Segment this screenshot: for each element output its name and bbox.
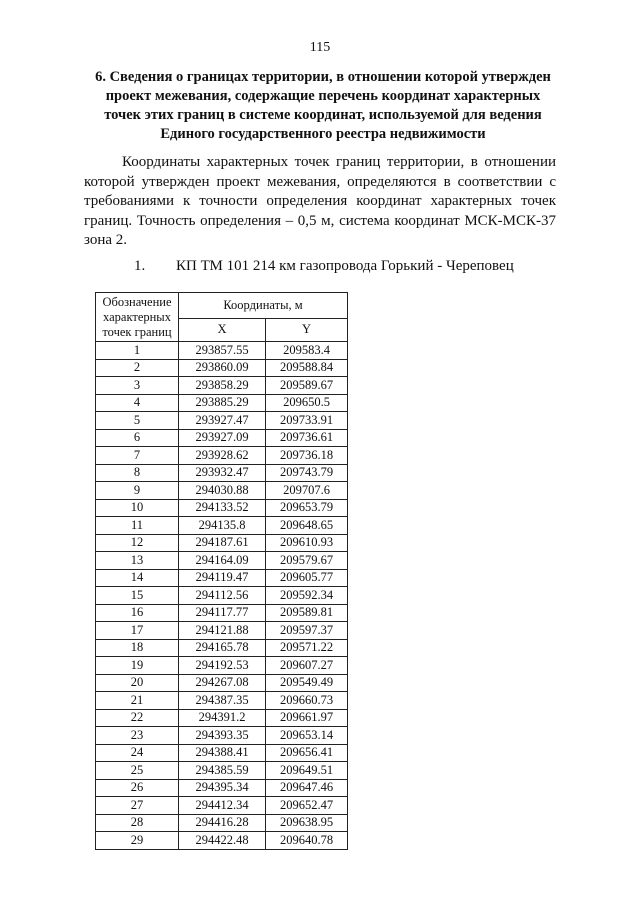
section-title: 6. Сведения о границах территории, в отношении которой утвержден проект межевания, содержащие перечень координат характерных точек этих границ в системе координат, используемой для ведения Единого государственного реестра недвижимости [95,69,551,142]
x-coordinate-cell: 294030.88 [179,482,266,500]
y-coordinate-cell: 209592.34 [266,587,348,605]
x-coordinate-cell: 294112.56 [179,587,266,605]
body-paragraph: Координаты характерных точек границ территории, в отношении которой утвержден проект межевания, определяются в соответствии с требованиями к точности определения координат характерных точек границ. Точность определения – 0,5 м, система координат МСК-МСК-37 зона 2. [84,154,556,248]
y-coordinate-cell: 209656.41 [266,744,348,762]
point-number-cell: 3 [96,377,179,395]
y-coordinate-cell: 209589.81 [266,604,348,622]
x-coordinate-cell: 294135.8 [179,517,266,535]
table-row [96,534,348,552]
table-row [96,569,348,587]
point-number-cell: 26 [96,779,179,797]
x-coordinate-cell: 293928.62 [179,447,266,465]
point-number-cell: 1 [96,342,179,360]
point-number-cell: 22 [96,709,179,727]
table-row [96,517,348,535]
table-row [96,482,348,500]
x-coordinate-cell: 293927.09 [179,429,266,447]
y-coordinate-cell: 209607.27 [266,657,348,675]
y-coordinate-cell: 209736.18 [266,447,348,465]
table-row [96,692,348,710]
table-row [96,412,348,430]
x-coordinate-cell: 294267.08 [179,674,266,692]
y-coordinate-cell: 209605.77 [266,569,348,587]
header-y: Y [266,318,348,341]
table-row [96,762,348,780]
y-coordinate-cell: 209638.95 [266,814,348,832]
point-number-cell: 8 [96,464,179,482]
x-coordinate-cell: 294388.41 [179,744,266,762]
y-coordinate-cell: 209588.84 [266,359,348,377]
point-number-cell: 19 [96,657,179,675]
x-coordinate-cell: 293927.47 [179,412,266,430]
x-coordinate-cell: 294385.59 [179,762,266,780]
header-point-name: Обозначение характерных точек границ [96,293,179,342]
y-coordinate-cell: 209736.61 [266,429,348,447]
point-number-cell: 16 [96,604,179,622]
table-row [96,464,348,482]
x-coordinate-cell: 294393.35 [179,727,266,745]
table-row [96,674,348,692]
point-number-cell: 12 [96,534,179,552]
table-row [96,814,348,832]
table-row [96,657,348,675]
point-number-cell: 24 [96,744,179,762]
x-coordinate-cell: 294117.77 [179,604,266,622]
y-coordinate-cell: 209733.91 [266,412,348,430]
table-row [96,744,348,762]
point-number-cell: 11 [96,517,179,535]
table-row [96,832,348,850]
table-row [96,587,348,605]
x-coordinate-cell: 294395.34 [179,779,266,797]
x-coordinate-cell: 293932.47 [179,464,266,482]
x-coordinate-cell: 294391.2 [179,709,266,727]
point-number-cell: 18 [96,639,179,657]
y-coordinate-cell: 209571.22 [266,639,348,657]
table-row [96,779,348,797]
table-row [96,604,348,622]
x-coordinate-cell: 294121.88 [179,622,266,640]
header-x: X [179,318,266,341]
x-coordinate-cell: 294165.78 [179,639,266,657]
coordinates-table-body [96,342,348,850]
y-coordinate-cell: 209647.46 [266,779,348,797]
x-coordinate-cell: 294422.48 [179,832,266,850]
y-coordinate-cell: 209589.67 [266,377,348,395]
x-coordinate-cell: 294164.09 [179,552,266,570]
y-coordinate-cell: 209661.97 [266,709,348,727]
x-coordinate-cell: 294387.35 [179,692,266,710]
x-coordinate-cell: 294133.52 [179,499,266,517]
point-number-cell: 13 [96,552,179,570]
point-number-cell: 17 [96,622,179,640]
table-row [96,709,348,727]
x-coordinate-cell: 294412.34 [179,797,266,815]
x-coordinate-cell: 294119.47 [179,569,266,587]
point-number-cell: 6 [96,429,179,447]
y-coordinate-cell: 209549.49 [266,674,348,692]
point-number-cell: 29 [96,832,179,850]
x-coordinate-cell: 293858.29 [179,377,266,395]
y-coordinate-cell: 209579.67 [266,552,348,570]
y-coordinate-cell: 209583.4 [266,342,348,360]
y-coordinate-cell: 209660.73 [266,692,348,710]
table-row [96,797,348,815]
x-coordinate-cell: 293857.55 [179,342,266,360]
y-coordinate-cell: 209597.37 [266,622,348,640]
y-coordinate-cell: 209653.79 [266,499,348,517]
table-row [96,622,348,640]
table-row [96,639,348,657]
table-row [96,727,348,745]
table-row [96,429,348,447]
coordinates-table [95,292,348,850]
table-row [96,377,348,395]
point-number-cell: 27 [96,797,179,815]
point-number-cell: 4 [96,394,179,412]
y-coordinate-cell: 209650.5 [266,394,348,412]
point-number-cell: 14 [96,569,179,587]
point-number-cell: 15 [96,587,179,605]
point-number-cell: 9 [96,482,179,500]
y-coordinate-cell: 209707.6 [266,482,348,500]
point-number-cell: 21 [96,692,179,710]
table-row [96,552,348,570]
table-caption-text: КП ТМ 101 214 км газопровода Горький - Череповец [176,258,514,274]
table-caption-number: 1. [134,258,146,274]
x-coordinate-cell: 294192.53 [179,657,266,675]
header-coordinates: Координаты, м [179,293,348,319]
y-coordinate-cell: 209649.51 [266,762,348,780]
point-number-cell: 25 [96,762,179,780]
point-number-cell: 10 [96,499,179,517]
y-coordinate-cell: 209648.65 [266,517,348,535]
point-number-cell: 2 [96,359,179,377]
table-caption [134,258,514,275]
y-coordinate-cell: 209610.93 [266,534,348,552]
table-row [96,359,348,377]
x-coordinate-cell: 293885.29 [179,394,266,412]
table-row [96,342,348,360]
y-coordinate-cell: 209653.14 [266,727,348,745]
point-number-cell: 7 [96,447,179,465]
table-row [96,394,348,412]
y-coordinate-cell: 209743.79 [266,464,348,482]
y-coordinate-cell: 209640.78 [266,832,348,850]
y-coordinate-cell: 209652.47 [266,797,348,815]
point-number-cell: 5 [96,412,179,430]
table-row [96,447,348,465]
x-coordinate-cell: 294416.28 [179,814,266,832]
point-number-cell: 28 [96,814,179,832]
point-number-cell: 23 [96,727,179,745]
point-number-cell: 20 [96,674,179,692]
page-number: 115 [309,40,331,55]
x-coordinate-cell: 293860.09 [179,359,266,377]
x-coordinate-cell: 294187.61 [179,534,266,552]
table-row [96,499,348,517]
